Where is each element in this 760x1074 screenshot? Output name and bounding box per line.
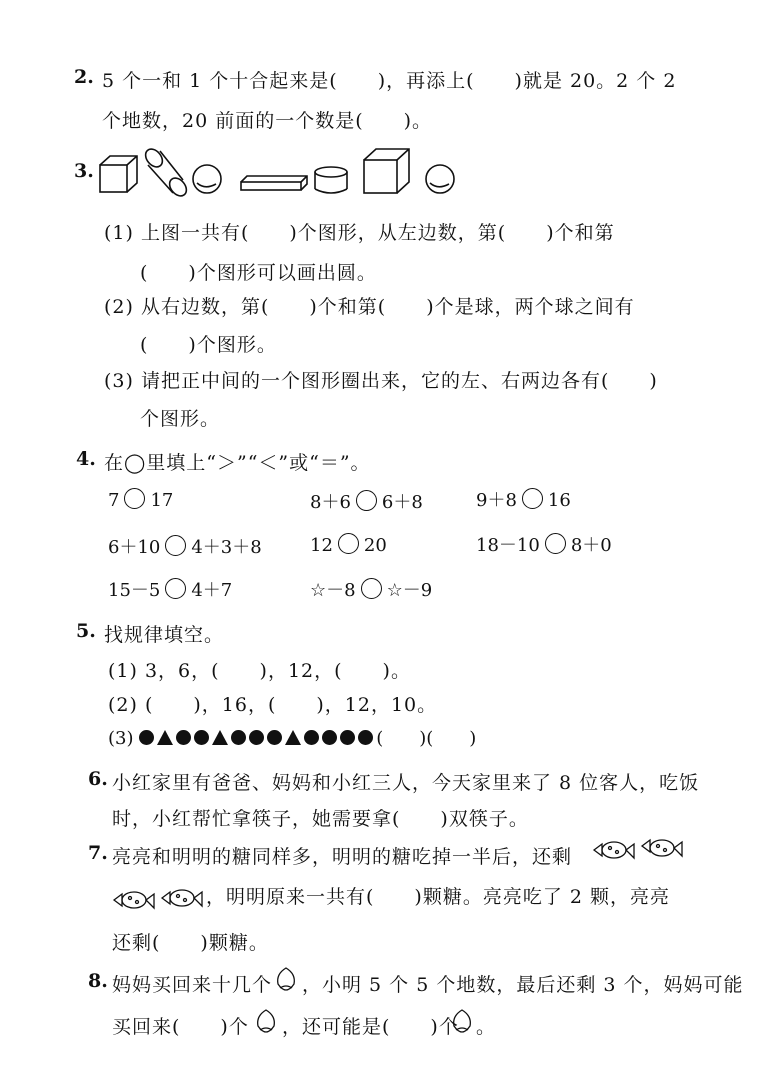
compare-right: 6＋8 (381, 492, 423, 513)
q2-line2: 个地数，20 前面的一个数是( )。 (102, 110, 433, 132)
circle-shape (340, 730, 355, 745)
q3-number: 3. (74, 160, 94, 182)
compare-right: 20 (363, 535, 387, 556)
compare-right: 4＋3＋8 (191, 537, 262, 558)
q5-part3-blanks: ( )( ) (376, 728, 477, 749)
q5-part1: (1) 3，6，( )，12，( )。 (108, 660, 411, 682)
circle-shape (267, 730, 282, 745)
circle-shape (358, 730, 373, 745)
compare-item (108, 576, 232, 602)
q7-line2: ，明明原来一共有( )颗糖。亮亮吃了 2 颗，亮亮 (206, 886, 670, 908)
q8-line2-start: 买回来( )个 (112, 1016, 249, 1038)
answer-circle[interactable] (338, 533, 359, 554)
q3-part1-line1: (1) 上图一共有( )个图形，从左边数，第( )个和第 (104, 222, 615, 244)
compare-left: 7 (108, 490, 120, 511)
q5-part3 (108, 724, 476, 750)
q7-number: 7. (88, 842, 108, 864)
answer-circle[interactable] (361, 578, 382, 599)
cube-icon (100, 156, 137, 192)
q3-part1-line2: ( )个图形可以画出圆。 (140, 262, 377, 284)
answer-circle[interactable] (165, 578, 186, 599)
q8-line2-end: 。 (476, 1016, 497, 1038)
compare-item (310, 533, 387, 556)
q8-number: 8. (88, 970, 108, 992)
q8-line1-start: 妈妈买回来十几个 (112, 974, 273, 996)
compare-item (108, 533, 262, 559)
circle-shape (304, 730, 319, 745)
circle-shape (322, 730, 337, 745)
circle-shape (249, 730, 264, 745)
compare-left: 6＋10 (108, 537, 161, 558)
compare-left: ☆－8 (310, 580, 356, 601)
peach-icon (272, 964, 300, 992)
q2-line1: 5 个一和 1 个十合起来是( )，再添上( )就是 20。2 个 2 (102, 70, 677, 92)
q5-part3-label: (3) (108, 728, 134, 749)
q2-number: 2. (74, 66, 94, 88)
q7-line3: 还剩( )颗糖。 (112, 932, 269, 954)
q5-title: 找规律填空。 (104, 624, 225, 646)
short-cylinder-icon (315, 167, 347, 193)
compare-right: 8＋0 (570, 535, 612, 556)
peach-icon (252, 1006, 280, 1034)
long-cuboid-icon (241, 176, 307, 190)
candy-icon (110, 878, 206, 914)
q3-part2-line2: ( )个图形。 (140, 334, 277, 356)
q7-line1: 亮亮和明明的糖同样多，明明的糖吃掉一半后，还剩 (112, 846, 573, 868)
q5-number: 5. (76, 620, 96, 642)
triangle-shape (212, 730, 228, 745)
cube-icon (364, 149, 409, 193)
q4-title: 在◯里填上“＞”“＜”或“＝”。 (104, 452, 371, 474)
q8-line2-mid: ，还可能是( )个 (282, 1016, 459, 1038)
compare-right: ☆－9 (386, 580, 433, 601)
compare-item (108, 488, 173, 511)
cylinder-lying-icon (142, 146, 190, 199)
sphere-icon (193, 165, 221, 193)
sphere-icon (426, 165, 454, 193)
q3-part3-line1: (3) 请把正中间的一个图形圈出来，它的左、右两边各有( ) (104, 370, 658, 392)
circle-shape (231, 730, 246, 745)
compare-item (476, 486, 571, 512)
q6-line1: 小红家里有爸爸、妈妈和小红三人，今天家里来了 8 位客人，吃饭 (112, 772, 700, 794)
compare-item (310, 576, 432, 602)
compare-right: 16 (547, 490, 571, 511)
answer-circle[interactable] (545, 533, 566, 554)
q3-part2-line1: (2) 从右边数，第( )个和第( )个是球，两个球之间有 (104, 296, 635, 318)
compare-right: 17 (150, 490, 174, 511)
pattern-sequence (139, 728, 376, 749)
compare-left: 12 (310, 535, 333, 556)
triangle-shape (285, 730, 301, 745)
q3-part3-line2: 个图形。 (140, 408, 221, 430)
triangle-shape (157, 730, 173, 745)
compare-item (476, 531, 612, 557)
answer-circle[interactable] (522, 488, 543, 509)
q6-line2: 时，小红帮忙拿筷子，她需要拿( )双筷子。 (112, 808, 529, 830)
circle-shape (194, 730, 209, 745)
answer-circle[interactable] (356, 490, 377, 511)
compare-item (310, 488, 423, 514)
q8-line1-end: ，小明 5 个 5 个地数，最后还剩 3 个，妈妈可能 (302, 974, 744, 996)
circle-shape (176, 730, 191, 745)
compare-left: 15－5 (108, 580, 161, 601)
q5-part2: (2) ( )，16，( )，12，10。 (108, 694, 438, 716)
q3-shapes-figure (0, 0, 760, 220)
q6-number: 6. (88, 768, 108, 790)
q4-number: 4. (76, 448, 96, 470)
compare-right: 4＋7 (191, 580, 233, 601)
compare-left: 8＋6 (310, 492, 351, 513)
answer-circle[interactable] (165, 535, 186, 556)
compare-left: 18－10 (476, 535, 540, 556)
answer-circle[interactable] (124, 488, 145, 509)
compare-left: 9＋8 (476, 490, 517, 511)
circle-shape (139, 730, 154, 745)
candy-icon (590, 832, 686, 866)
peach-icon (448, 1006, 476, 1034)
